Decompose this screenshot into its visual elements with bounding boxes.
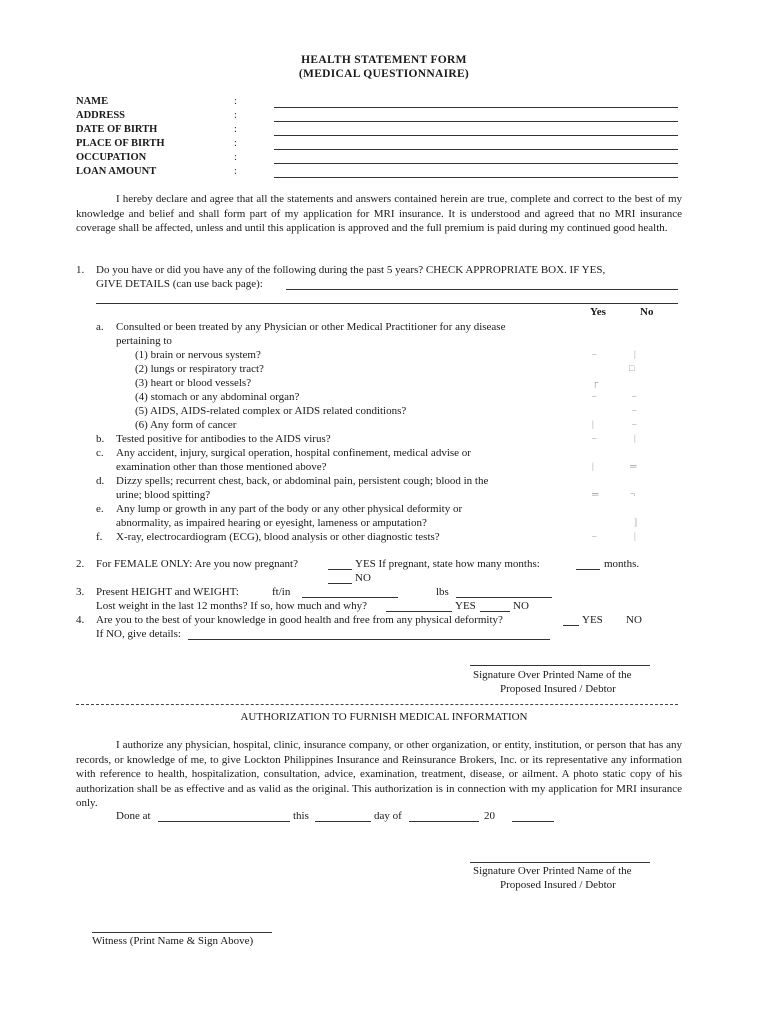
authorization-paragraph: I authorize any physician, hospital, clinic, insurance company, or other organization, or entity, institution, or person that has any records, or knowledge of me, to give Lockton Philippines Insurance and Reinsurance Brokers, Inc. or its representative any information with reference to health, hospitalization, consultation, advice, examination, treatment, disease, or ailment. A photo static copy of his authorization shall be as effective and as valid as the original. This authorization is in connection with my application for MRI insurance only. xyxy=(76,739,682,810)
item-f-letter: f. xyxy=(96,531,103,543)
month-field[interactable] xyxy=(409,821,479,822)
address-field[interactable] xyxy=(274,121,678,122)
item-d-letter: d. xyxy=(96,475,105,487)
occupation-field[interactable] xyxy=(274,163,678,164)
place-of-birth-field[interactable] xyxy=(274,149,678,150)
yes-checkbox[interactable]: – xyxy=(592,433,597,443)
no-column-header: No xyxy=(640,306,654,318)
date-of-birth-field[interactable] xyxy=(274,135,678,136)
item-e-letter: e. xyxy=(96,503,104,515)
q4-number: 4. xyxy=(76,614,85,626)
item-e-text: Any lump or growth in any part of the body or any other physical deformity or xyxy=(116,503,463,515)
signature-line[interactable] xyxy=(470,862,650,863)
q4-details-field[interactable] xyxy=(188,639,550,640)
item-e-text-2: abnormality, as impaired hearing or eyesight, lameness or amputation? xyxy=(116,517,427,529)
weight-field[interactable] xyxy=(456,597,552,598)
item-b-letter: b. xyxy=(96,433,105,445)
date-of-birth-label: DATE OF BIRTH xyxy=(76,124,158,135)
q4-no-label: NO xyxy=(626,614,642,626)
q3-ftin-label: ft/in xyxy=(272,586,291,598)
done-at-field[interactable] xyxy=(158,821,290,822)
q3-no-label: NO xyxy=(513,600,529,612)
q1-details-field[interactable] xyxy=(286,289,678,290)
q3-text: Present HEIGHT and WEIGHT: xyxy=(96,586,239,598)
date-of-birth-colon: : xyxy=(234,124,237,135)
no-checkbox[interactable]: | xyxy=(634,433,636,443)
q2-number: 2. xyxy=(76,558,85,570)
sub-item-4: (4) stomach or any abdominal organ? xyxy=(135,391,300,403)
year-field[interactable] xyxy=(512,821,554,822)
item-c-text-2: examination other than those mentioned above? xyxy=(116,461,327,473)
sub-item-1: (1) brain or nervous system? xyxy=(135,349,261,361)
no-checkbox[interactable]: – xyxy=(632,405,637,415)
declaration-paragraph: I hereby declare and agree that all the statements and answers contained herein are true, complete and correct to the best of my knowledge and belief and shall form part of my application for MRI insurance. It is understood and agreed that no MRI insurance coverage shall be affected, unless and until this application is approved and the full premium is paid during my continued good health. xyxy=(76,193,682,235)
yes-checkbox[interactable]: ┌ xyxy=(592,377,599,387)
address-colon: : xyxy=(234,110,237,121)
q3-yes-label: YES xyxy=(455,600,476,612)
no-checkbox[interactable]: | xyxy=(634,349,636,359)
item-a-text-2: pertaining to xyxy=(116,335,172,347)
q4-text: Are you to the best of your knowledge in good health and free from any physical deformity? xyxy=(96,614,503,626)
q2-months-blank[interactable] xyxy=(576,569,600,570)
witness-line[interactable] xyxy=(92,932,272,933)
name-colon: : xyxy=(234,96,237,107)
yes-checkbox[interactable]: – xyxy=(592,531,597,541)
q2-months-label: months. xyxy=(604,558,640,570)
yes-column-header: Yes xyxy=(590,306,606,318)
address-label: ADDRESS xyxy=(76,110,126,121)
no-checkbox[interactable]: ¬ xyxy=(630,489,636,499)
q3-no-blank[interactable] xyxy=(480,611,510,612)
no-checkbox[interactable]: – xyxy=(632,391,637,401)
q2-text: For FEMALE ONLY: Are you now pregnant? xyxy=(96,558,298,570)
no-checkbox[interactable]: – xyxy=(632,419,637,429)
done-at-label: Done at xyxy=(116,810,151,822)
sub-item-5: (5) AIDS, AIDS-related complex or AIDS related conditions? xyxy=(135,405,407,417)
section-divider xyxy=(76,704,678,705)
item-a-letter: a. xyxy=(96,321,104,333)
q4-yes-label: YES xyxy=(582,614,603,626)
signature-caption-2: Proposed Insured / Debtor xyxy=(500,879,616,891)
q4-details-label: If NO, give details: xyxy=(96,628,181,640)
signature-line[interactable] xyxy=(470,665,650,666)
day-field[interactable] xyxy=(315,821,371,822)
day-of-label: day of xyxy=(374,810,402,822)
item-d-text: Dizzy spells; recurrent chest, back, or abdominal pain, persistent cough; blood in the xyxy=(116,475,489,487)
yes-checkbox[interactable]: | xyxy=(592,461,594,471)
item-c-text: Any accident, injury, surgical operation, hospital confinement, medical advise or xyxy=(116,447,471,459)
sub-item-6: (6) Any form of cancer xyxy=(135,419,237,431)
item-d-text-2: urine; blood spitting? xyxy=(116,489,211,501)
q2-no-blank[interactable] xyxy=(328,583,352,584)
yes-checkbox[interactable]: – xyxy=(592,349,597,359)
item-c-letter: c. xyxy=(96,447,104,459)
no-checkbox[interactable]: ═ xyxy=(630,461,637,471)
signature-caption: Signature Over Printed Name of the xyxy=(473,669,632,681)
name-label: NAME xyxy=(76,96,109,107)
q3-weight-loss-text: Lost weight in the last 12 months? If so, how much and why? xyxy=(96,600,367,612)
no-checkbox[interactable]: □ xyxy=(629,363,635,373)
q3-lbs-label: lbs xyxy=(436,586,449,598)
q1-text: Do you have or did you have any of the following during the past 5 years? CHECK APPROPRIATE BOX. IF YES, xyxy=(96,264,606,276)
yes-checkbox[interactable]: – xyxy=(592,391,597,401)
item-a-text: Consulted or been treated by any Physician or other Medical Practitioner for any disease xyxy=(116,321,506,333)
occupation-colon: : xyxy=(234,152,237,163)
this-label: this xyxy=(293,810,309,822)
name-field[interactable] xyxy=(274,107,678,108)
q1-number: 1. xyxy=(76,264,85,276)
q3-number: 3. xyxy=(76,586,85,598)
place-of-birth-colon: : xyxy=(234,138,237,149)
occupation-label: OCCUPATION xyxy=(76,152,147,163)
loan-amount-label: LOAN AMOUNT xyxy=(76,166,157,177)
item-f-text: X-ray, electrocardiogram (ECG), blood analysis or other diagnostic tests? xyxy=(116,531,440,543)
loan-amount-field[interactable] xyxy=(274,177,678,178)
weight-loss-field[interactable] xyxy=(386,611,452,612)
q2-no-label: NO xyxy=(355,572,371,584)
loan-amount-colon: : xyxy=(234,166,237,177)
item-b-text: Tested positive for antibodies to the AIDS virus? xyxy=(116,433,331,445)
sub-item-2: (2) lungs or respiratory tract? xyxy=(135,363,264,375)
q2-yes-text: YES If pregnant, state how many months: xyxy=(355,558,540,570)
authorization-heading: AUTHORIZATION TO FURNISH MEDICAL INFORMATION xyxy=(240,711,528,723)
form-subtitle: (MEDICAL QUESTIONNAIRE) xyxy=(298,68,470,80)
form-title: HEALTH STATEMENT FORM xyxy=(301,54,467,66)
yes-checkbox[interactable]: | xyxy=(592,419,594,429)
q4-yes-blank[interactable] xyxy=(563,625,579,626)
q2-yes-blank[interactable] xyxy=(328,569,352,570)
witness-label: Witness (Print Name & Sign Above) xyxy=(92,935,254,947)
height-field[interactable] xyxy=(302,597,398,598)
q1-details-label: GIVE DETAILS (can use back page): xyxy=(96,278,263,290)
sub-item-3: (3) heart or blood vessels? xyxy=(135,377,252,389)
yes-checkbox[interactable]: ═ xyxy=(592,489,599,499)
place-of-birth-label: PLACE OF BIRTH xyxy=(76,138,165,149)
signature-caption-2: Proposed Insured / Debtor xyxy=(500,683,616,695)
year-label: 20 xyxy=(484,810,495,822)
no-checkbox[interactable]: | xyxy=(634,531,636,541)
signature-caption: Signature Over Printed Name of the xyxy=(473,865,632,877)
q1-details-field-2[interactable] xyxy=(96,303,678,304)
no-checkbox[interactable]: ] xyxy=(634,517,637,527)
